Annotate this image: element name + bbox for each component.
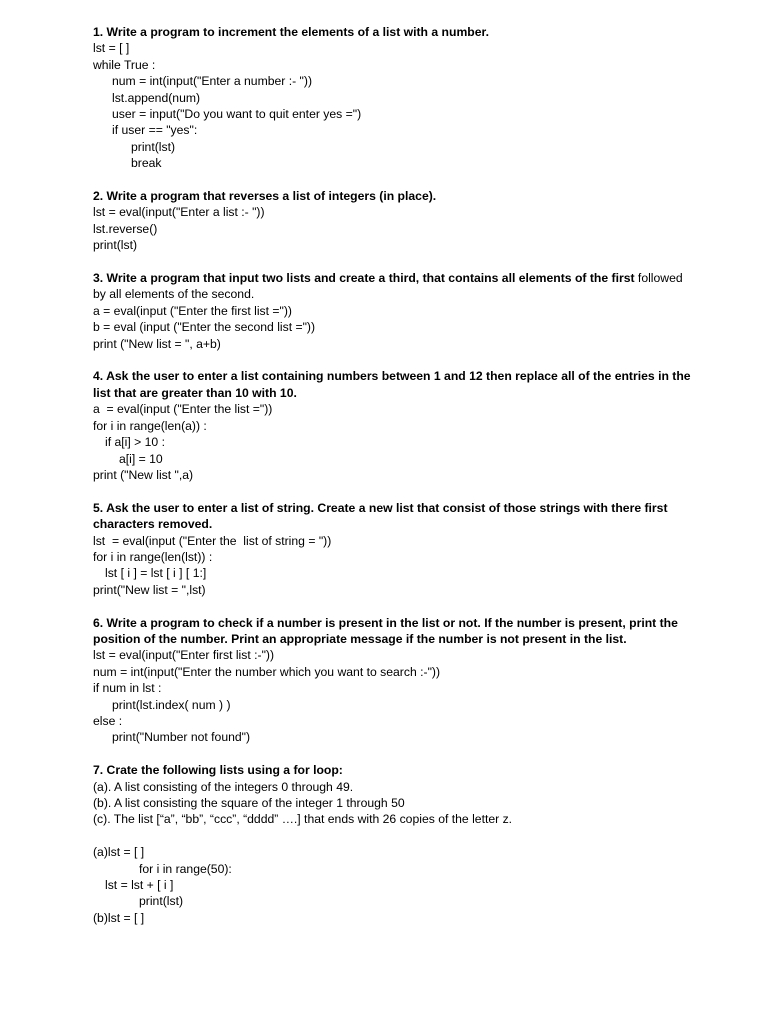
code-line: if user == "yes":: [112, 123, 198, 138]
code-line: lst = [ ]: [93, 41, 130, 56]
question-heading-continued: characters removed.: [93, 517, 213, 532]
code-line: lst = eval(input("Enter a list :- ")): [93, 205, 265, 220]
code-line: print ("New list ",a): [93, 467, 194, 482]
question-heading: 2. Write a program that reverses a list of integers (in place).: [93, 189, 437, 204]
question-heading-continued: by all elements of the second.: [93, 287, 255, 302]
question-5: [93, 500, 733, 598]
question-heading-tail: followed: [634, 271, 683, 286]
code-line: a = eval(input ("Enter the first list =")): [93, 303, 292, 318]
question-3: [93, 270, 733, 352]
question-1: [93, 24, 733, 172]
code-line: print(lst): [131, 139, 176, 154]
code-line: print("New list = ",lst): [93, 582, 206, 597]
code-line: lst = eval(input ("Enter the list of string = ")): [93, 533, 332, 548]
question-heading: 6. Write a program to check if a number is present in the list or not. If the number is present, print the: [93, 615, 678, 630]
code-line: lst.reverse(): [93, 221, 158, 236]
question-2: [93, 188, 733, 254]
list-item: (a). A list consisting of the integers 0 through 49.: [93, 779, 354, 794]
code-line: while True :: [93, 57, 156, 72]
code-line: num = int(input("Enter the number which you want to search :-")): [93, 664, 441, 679]
code-line: b = eval (input ("Enter the second list =")): [93, 320, 316, 335]
question-heading: 5. Ask the user to enter a list of string. Create a new list that consist of those strings with there first: [93, 500, 668, 515]
code-line: print(lst.index( num ) ): [112, 697, 231, 712]
list-item: (b). A list consisting the square of the integer 1 through 50: [93, 796, 405, 810]
list-item: (c). The list [“a”, “bb”, “ccc”, “dddd” ….] that ends with 26 copies of the letter z.: [93, 812, 513, 827]
question-7: [93, 762, 733, 926]
code-line: print("Number not found"): [112, 730, 251, 745]
question-heading: 7. Crate the following lists using a for loop:: [93, 763, 343, 778]
code-line: lst.append(num): [112, 90, 201, 105]
code-line: lst = eval(input("Enter first list :-")): [93, 648, 275, 663]
code-line: print(lst): [139, 894, 184, 909]
code-line: (b)lst = [ ]: [93, 910, 145, 925]
document-page: [93, 24, 733, 943]
code-line: for i in range(50):: [139, 861, 232, 876]
question-heading-bold: 3. Write a program that input two lists and create a third, that contains all elements of the first: [93, 271, 635, 286]
question-heading-continued: position of the number. Print an appropriate message if the number is not present in the list.: [93, 631, 627, 646]
question-heading: 1. Write a program to increment the elements of a list with a number.: [93, 25, 489, 39]
code-line: if num in lst :: [93, 681, 162, 696]
code-line: if a[i] > 10 :: [105, 435, 165, 450]
code-line: break: [131, 156, 162, 171]
code-line: (a)lst = [ ]: [93, 845, 145, 860]
code-line: num = int(input("Enter a number :- ")): [112, 74, 313, 89]
code-line: user = input("Do you want to quit enter yes ="): [112, 107, 362, 122]
code-line: lst = lst + [ i ]: [105, 878, 174, 893]
code-line: a[i] = 10: [119, 451, 163, 466]
code-line: lst [ i ] = lst [ i ] [ 1:]: [105, 566, 207, 581]
question-4: [93, 368, 733, 483]
question-heading: 4. Ask the user to enter a list containing numbers between 1 and 12 then replace all of the entries in the: [93, 369, 691, 384]
code-line: for i in range(len(lst)) :: [93, 549, 213, 564]
code-line: a = eval(input ("Enter the list =")): [93, 402, 273, 417]
code-line: print ("New list = ", a+b): [93, 336, 221, 351]
question-heading: [93, 270, 733, 286]
question-6: [93, 615, 733, 746]
code-line: else :: [93, 713, 123, 728]
blank-line: [93, 828, 733, 844]
question-heading-continued: list that are greater than 10 with 10.: [93, 385, 297, 400]
code-line: for i in range(len(a)) :: [93, 418, 207, 433]
code-line: print(lst): [93, 238, 138, 253]
